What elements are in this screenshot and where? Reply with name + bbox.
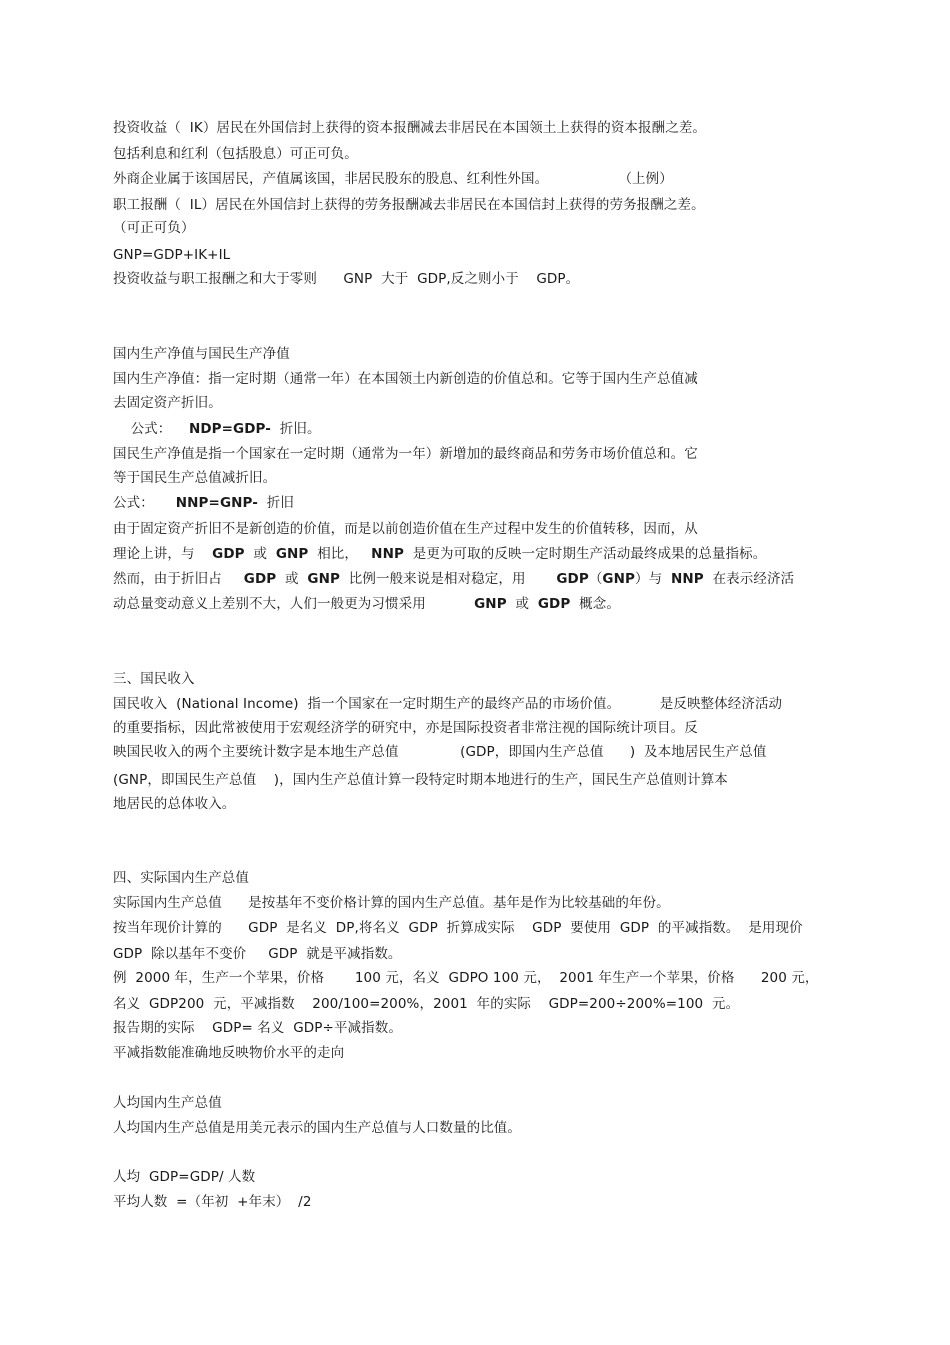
text-line: 等于国民生产总值减折旧。 bbox=[113, 470, 277, 486]
text-line: 动总量变动意义上差别不大，人们一般更为习惯采用 GNP 或 GDP 概念。 bbox=[113, 596, 620, 612]
text-line: 地居民的总体收入。 bbox=[113, 796, 236, 812]
formula-line: 平均人数 =（年初 +年末） /2 bbox=[113, 1194, 312, 1210]
text-line: 然而，由于折旧占 GDP 或 GNP 比例一般来说是相对稳定，用 GDP（GNP）与 NNP 在表示经济活 bbox=[113, 571, 795, 587]
text-line: 投资收益与职工报酬之和大于零则 GNP 大于 GDP,反之则小于 GDP。 bbox=[113, 271, 580, 287]
text-line: 理论上讲，与 GDP 或 GNP 相比， NNP 是更为可取的反映一定时期生产活动最终成果的总量指标。 bbox=[113, 546, 767, 562]
formula-line: 公式： NDP=GDP- 折旧。 bbox=[113, 421, 321, 437]
section-heading: 国内生产净值与国民生产净值 bbox=[113, 346, 290, 362]
text-line: 实际国内生产总值 是按基年不变价格计算的国内生产总值。基年是作为比较基础的年份。 bbox=[113, 895, 670, 911]
section-heading: 三、国民收入 bbox=[113, 671, 195, 687]
text-line: （可正可负） bbox=[113, 220, 195, 236]
text-line: GNP=GDP+IK+IL bbox=[113, 247, 231, 263]
text-line: 由于固定资产折旧不是新创造的价值，而是以前创造价值在生产过程中发生的价值转移，因而，从 bbox=[113, 521, 698, 537]
text-line: 国民生产净值是指一个国家在一定时期（通常为一年）新增加的最终商品和劳务市场价值总和。它 bbox=[113, 446, 698, 462]
formula-line: 公式： NNP=GNP- 折旧 bbox=[113, 495, 294, 511]
text-line: 平减指数能准确地反映物价水平的走向 bbox=[113, 1045, 345, 1061]
text-line: 职工报酬（ IL）居民在外国信封上获得的劳务报酬减去非居民在本国信封上获得的劳务报酬之差。 bbox=[113, 197, 705, 213]
formula-line: 人均 GDP=GDP/ 人数 bbox=[113, 1169, 256, 1185]
text-line: GDP 除以基年不变价 GDP 就是平减指数。 bbox=[113, 946, 402, 962]
text-line: 的重要指标，因此常被使用于宏观经济学的研究中，亦是国际投资者非常注视的国际统计项目。反 bbox=[113, 720, 698, 736]
text-line: 投资收益（ IK）居民在外国信封上获得的资本报酬减去非居民在本国领土上获得的资本报酬之差。 bbox=[113, 120, 707, 136]
text-line: 国民收入 (National Income) 指一个国家在一定时期生产的最终产品的市场价值。 是反映整体经济活动 bbox=[113, 696, 783, 712]
text-line: 例 2000 年，生产一个苹果，价格 100 元，名义 GDPO 100 元， 2001 年生产一个苹果，价格 200 元， bbox=[113, 970, 819, 986]
section-heading: 四、实际国内生产总值 bbox=[113, 870, 249, 886]
text-line: 映国民收入的两个主要统计数字是本地生产总值 (GDP，即国内生产总值 ) 及本地居民生产总值 bbox=[113, 744, 767, 760]
text-line: 包括利息和红利（包括股息）可正可负。 bbox=[113, 146, 358, 162]
text-line: 外商企业属于该国居民，产值属该国，非居民股东的股息、红利性外国。 （上例） bbox=[113, 171, 673, 187]
text-line: 名义 GDP200 元，平减指数 200/100=200%，2001 年的实际 GDP=200÷200%=100 元。 bbox=[113, 996, 740, 1012]
section-heading: 人均国内生产总值 bbox=[113, 1095, 222, 1111]
text-line: 按当年现价计算的 GDP 是名义 DP,将名义 GDP 折算成实际 GDP 要使用 GDP 的平减指数。 是用现价 bbox=[113, 920, 803, 936]
text-line: 人均国内生产总值是用美元表示的国内生产总值与人口数量的比值。 bbox=[113, 1120, 521, 1136]
text-line: 报告期的实际 GDP= 名义 GDP÷平减指数。 bbox=[113, 1020, 402, 1036]
text-line: 国内生产净值：指一定时期（通常一年）在本国领土内新创造的价值总和。它等于国内生产总值减 bbox=[113, 371, 698, 387]
text-line: 去固定资产折旧。 bbox=[113, 395, 222, 411]
text-line: (GNP，即国民生产总值 )，国内生产总值计算一段特定时期本地进行的生产，国民生产总值则计算本 bbox=[113, 772, 728, 788]
